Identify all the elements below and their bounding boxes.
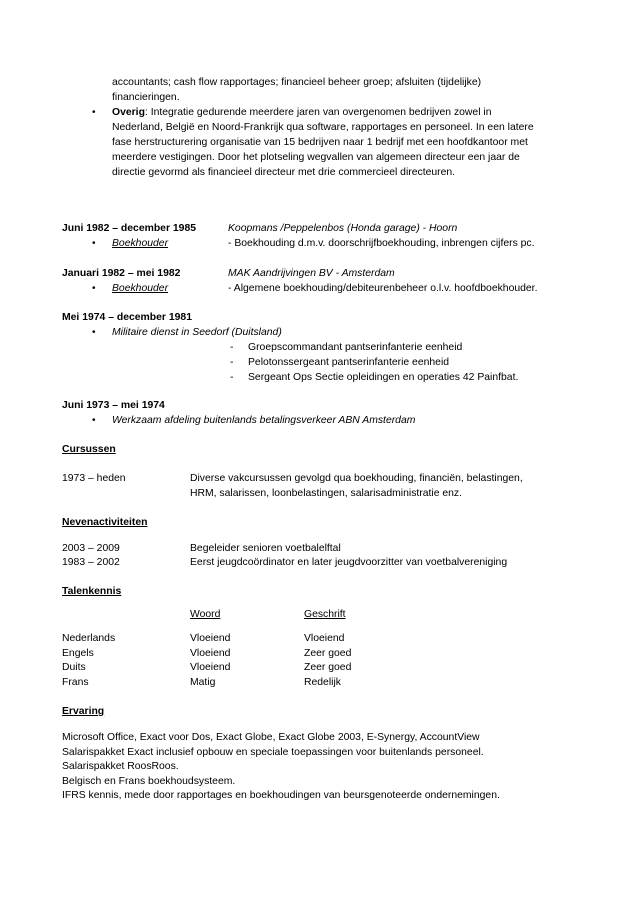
bullet-icon: • bbox=[92, 327, 96, 338]
military-item: Sergeant Ops Sectie opleidingen en operaties 42 Painfbat. bbox=[248, 372, 519, 383]
military-title: Militaire dienst in Seedorf (Duitsland) bbox=[112, 327, 282, 338]
abn-period: Juni 1973 – mei 1974 bbox=[62, 400, 165, 411]
neven-text: Begeleider senioren voetbalelftal bbox=[190, 543, 341, 554]
lang-name: Frans bbox=[62, 677, 89, 688]
ervaring-heading: Ervaring bbox=[62, 706, 105, 717]
job-role: Boekhouder bbox=[112, 238, 169, 249]
nevenactiviteiten-heading: Nevenactiviteiten bbox=[62, 517, 148, 528]
lang-name: Duits bbox=[62, 662, 86, 673]
job-period: Januari 1982 – mei 1982 bbox=[62, 268, 181, 279]
overig-line: fase herstructurering organisatie van 15 bedrijven naar 1 bedrijf met een hoofdkantoor met bbox=[112, 137, 528, 148]
cursussen-period: 1973 – heden bbox=[62, 473, 126, 484]
job-role: Boekhouder bbox=[112, 283, 169, 294]
ervaring-line: IFRS kennis, mede door rapportages en boekhoudingen van beursgenoteerde ondernemingen. bbox=[62, 790, 500, 801]
overig-line: meerdere vestigingen. Door het plotseling wegvallen van algemeen directeur een jaar de bbox=[112, 152, 520, 163]
overig-line: directie gevormd als financieel directeur met drie commercieel directeuren. bbox=[112, 167, 456, 178]
bullet-icon: • bbox=[92, 415, 96, 426]
ervaring-line: Microsoft Office, Exact voor Dos, Exact Globe, Exact Globe 2003, E-Synergy, AccountView bbox=[62, 732, 480, 743]
lang-woord: Vloeiend bbox=[190, 662, 231, 673]
neven-period: 1983 – 2002 bbox=[62, 557, 120, 568]
job-employer: Koopmans /Peppelenbos (Honda garage) - Hoorn bbox=[228, 223, 458, 234]
lang-woord: Matig bbox=[190, 677, 216, 688]
col-geschrift: Geschrift bbox=[304, 609, 346, 620]
overig-text: : Integratie gedurende meerdere jaren van overgenomen bedrijven zowel in bbox=[144, 107, 492, 118]
military-item: Pelotonssergeant pantserinfanterie eenheid bbox=[248, 357, 450, 368]
job-description: - Boekhouding d.m.v. doorschrijfboekhouding, inbrengen cijfers pc. bbox=[228, 238, 535, 249]
neven-period: 2003 – 2009 bbox=[62, 543, 120, 554]
military-period: Mei 1974 – december 1981 bbox=[62, 312, 192, 323]
lang-geschrift: Redelijk bbox=[304, 677, 341, 688]
lang-geschrift: Zeer goed bbox=[304, 648, 352, 659]
dash-marker: - bbox=[230, 357, 234, 368]
job-period: Juni 1982 – december 1985 bbox=[62, 223, 197, 234]
lang-woord: Vloeiend bbox=[190, 648, 231, 659]
bullet-icon: • bbox=[92, 107, 96, 118]
lang-name: Nederlands bbox=[62, 633, 116, 644]
overig-line: Nederland, België en Noord-Frankrijk qua software, rapportages en personeel. In een latere bbox=[112, 122, 534, 133]
bullet-icon: • bbox=[92, 238, 96, 249]
military-item: Groepscommandant pantserinfanterie eenheid bbox=[248, 342, 463, 353]
dash-marker: - bbox=[230, 342, 234, 353]
ervaring-line: Salarispakket Exact inclusief opbouw en speciale toepassingen voor buitenlands personeel. bbox=[62, 747, 484, 758]
intro-line: financieringen. bbox=[112, 92, 180, 103]
intro-line: accountants; cash flow rapportages; financieel beheer groep; afsluiten (tijdelijke) bbox=[112, 77, 482, 88]
lang-geschrift: Vloeiend bbox=[304, 633, 345, 644]
cursussen-heading: Cursussen bbox=[62, 444, 116, 455]
dash-marker: - bbox=[230, 372, 234, 383]
overig-label: Overig bbox=[112, 107, 145, 118]
abn-title: Werkzaam afdeling buitenlands betalingsverkeer ABN Amsterdam bbox=[112, 415, 416, 426]
lang-woord: Vloeiend bbox=[190, 633, 231, 644]
col-woord: Woord bbox=[190, 609, 221, 620]
lang-geschrift: Zeer goed bbox=[304, 662, 352, 673]
neven-text: Eerst jeugdcoördinator en later jeugdvoorzitter van voetbalvereniging bbox=[190, 557, 508, 568]
overig-line bbox=[112, 106, 492, 121]
cursussen-line: Diverse vakcursussen gevolgd qua boekhouding, financiën, belastingen, bbox=[190, 473, 523, 484]
talenkennis-heading: Talenkennis bbox=[62, 586, 122, 597]
job-description: - Algemene boekhouding/debiteurenbeheer o.l.v. hoofdboekhouder. bbox=[228, 283, 538, 294]
ervaring-line: Salarispakket RoosRoos. bbox=[62, 761, 179, 772]
ervaring-line: Belgisch en Frans boekhoudsysteem. bbox=[62, 776, 236, 787]
lang-name: Engels bbox=[62, 648, 94, 659]
bullet-icon: • bbox=[92, 283, 96, 294]
job-employer: MAK Aandrijvingen BV - Amsterdam bbox=[228, 268, 395, 279]
cursussen-line: HRM, salarissen, loonbelastingen, salarisadministratie enz. bbox=[190, 488, 463, 499]
